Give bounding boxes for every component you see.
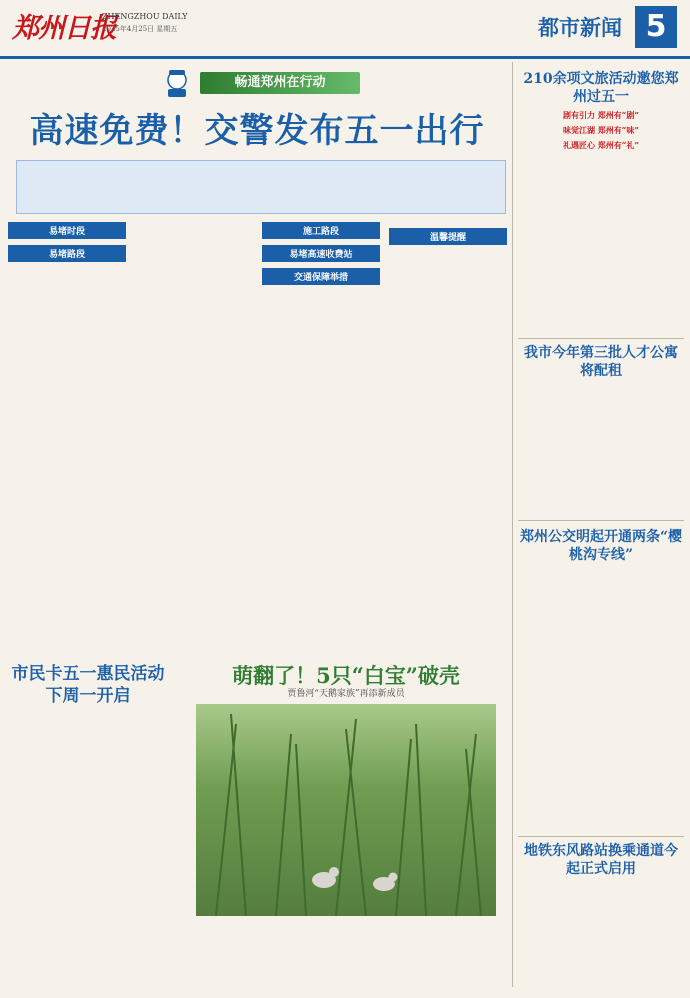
right-column-rule (518, 520, 684, 521)
column-subheading: 易堵高速收费站 (262, 245, 380, 262)
column-subheading: 温馨提醒 (389, 228, 507, 245)
section-name: 都市新闻 (538, 16, 622, 40)
masthead-rule (0, 56, 690, 59)
culture-subhead-food: 味觉江湖 郑州有“味” (563, 125, 639, 135)
column-heading: 易堵时段 (8, 222, 126, 239)
newspaper-logo: 郑州日报 (12, 13, 116, 44)
culture-subhead-drama: 剧有引力 郑州有“剧” (563, 110, 639, 120)
column-heading: 施工路段 (262, 222, 380, 239)
newspaper-name-en: ZHENGZHOU DAILY (102, 12, 188, 21)
issue-info: 2025年4月25日 星期五 (102, 25, 178, 33)
right-article-talent (518, 344, 684, 380)
police-mascot-icon (160, 66, 194, 100)
culture-subhead-gift: 礼遇匠心 郑州有“礼” (563, 140, 639, 150)
feature-column-2 (135, 222, 253, 652)
article-headline-bus: 郑州公交明起开通两条“樱桃沟专线” (519, 529, 683, 563)
right-column-rule (518, 338, 684, 339)
feature-column-4 (389, 222, 507, 652)
page-number-box (635, 6, 677, 48)
reeds-and-cygnets-illustration (196, 704, 496, 916)
topic-banner-text: 畅通郑州在行动 (234, 75, 326, 90)
article-headline-citizen-card: 市民卡五一惠民活动下周一开启 (11, 664, 165, 706)
swan-photo (196, 704, 496, 916)
masthead (0, 0, 690, 62)
feature-column-1 (8, 222, 126, 652)
article-headline-culture: 210余项文旅活动邀您郑州过五一 (523, 71, 679, 105)
article-headline-metro: 地铁东风路站换乘通道今起正式启用 (524, 843, 678, 877)
column-subheading: 易堵路段 (8, 245, 126, 262)
feature-lead-box (16, 160, 506, 214)
right-column-rule (518, 836, 684, 837)
page-number: 5 (645, 9, 667, 44)
column-divider (512, 62, 513, 987)
right-article-culture (518, 70, 684, 153)
feature-column-3 (262, 222, 380, 652)
right-article-bus (518, 528, 684, 564)
column-subheading: 交通保障举措 (262, 268, 380, 285)
topic-banner (200, 72, 360, 94)
feature-columns (8, 222, 508, 652)
article-headline-swans: 萌翻了！5只“白宝”破壳 (232, 663, 460, 688)
article-subheadline-swans: 贾鲁河“天鹅家族”再添新成员 (287, 689, 405, 699)
right-article-metro (518, 842, 684, 878)
article-headline-talent: 我市今年第三批人才公寓将配租 (524, 345, 678, 379)
feature-headline: 高速免费！交警发布五一出行 (29, 111, 485, 151)
